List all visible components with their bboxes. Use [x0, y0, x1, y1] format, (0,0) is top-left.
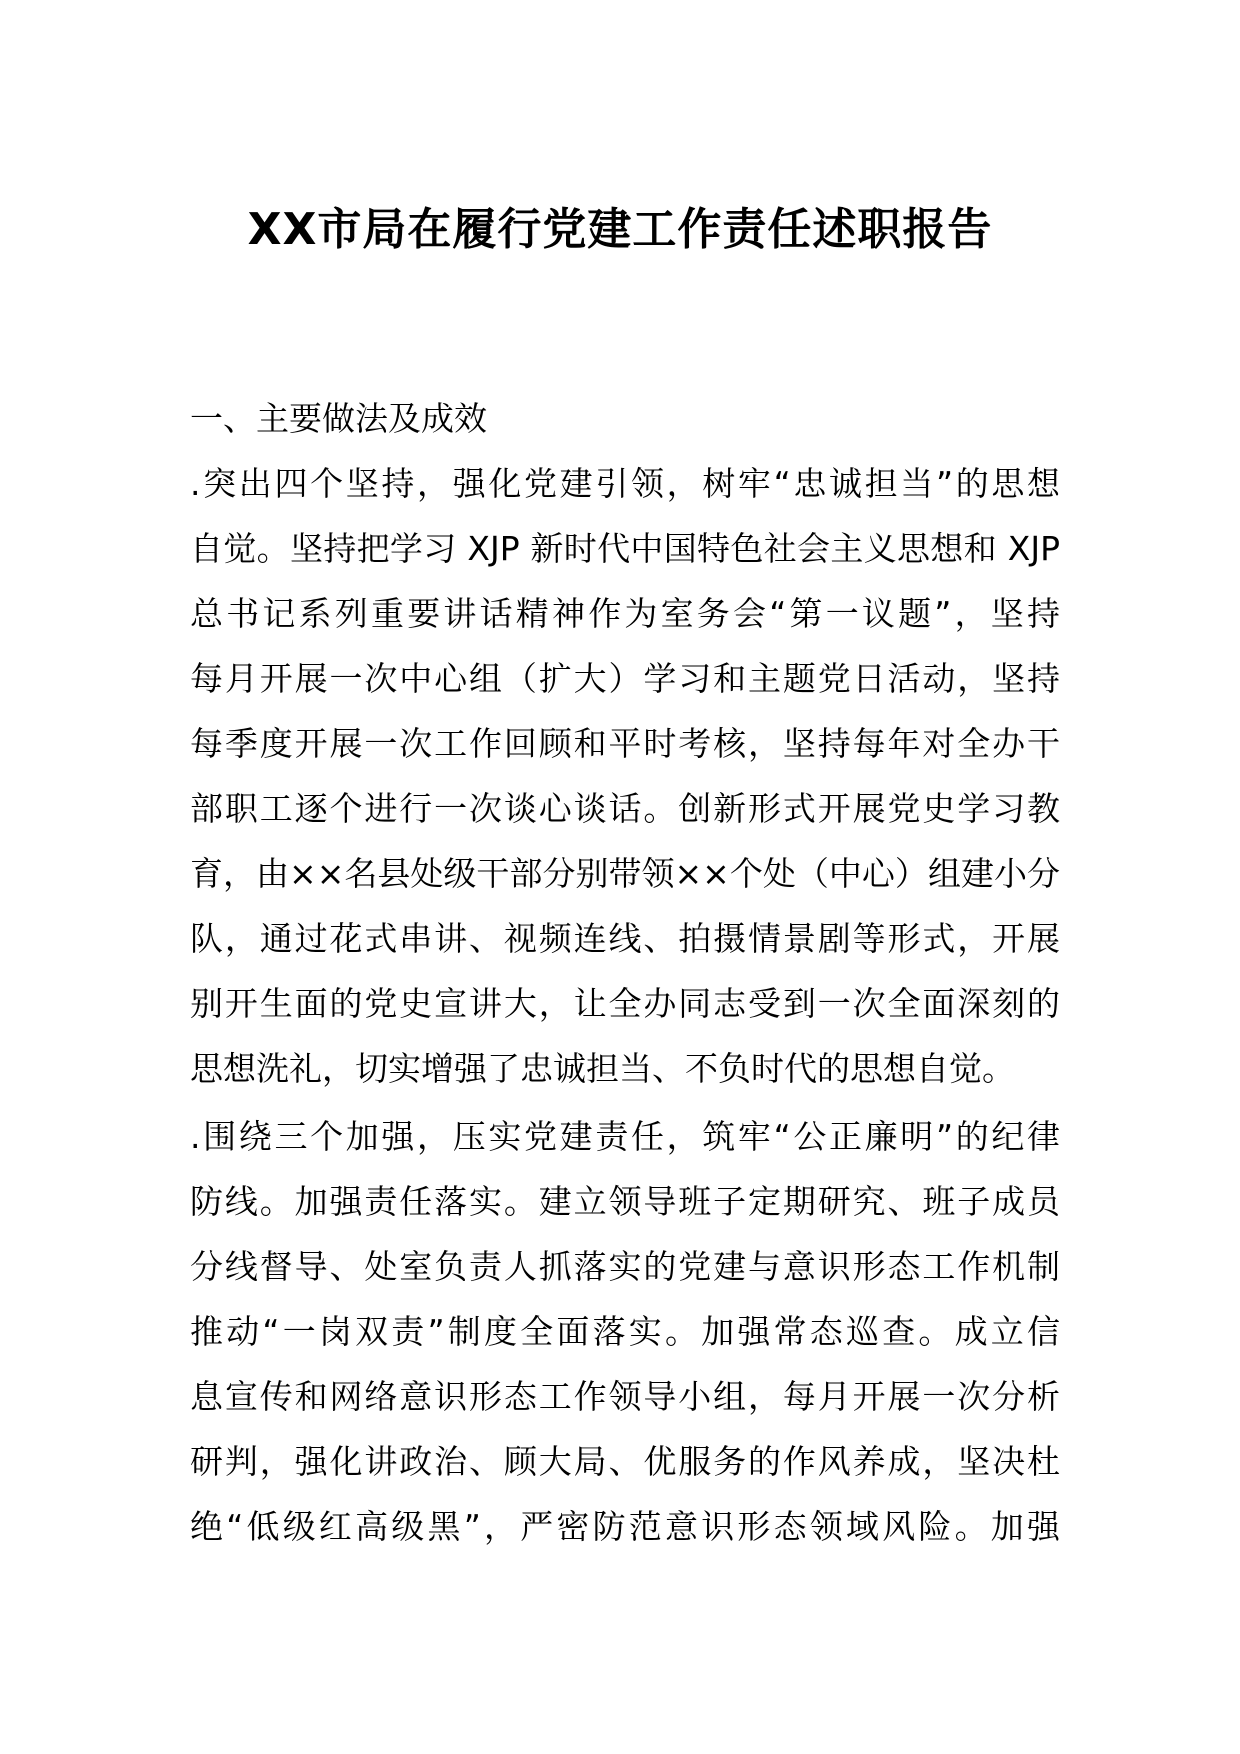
paragraph-line: 研判，强化讲政治、顾大局、优服务的作风养成，坚决杜 — [190, 1442, 1060, 1481]
section-heading — [190, 386, 1060, 451]
paragraph-line: 总书记系列重要讲话精神作为室务会“第一议题”，坚持 — [190, 594, 1060, 633]
paragraph-2 — [190, 1104, 1060, 1559]
paragraph-line: 推动“一岗双责”制度全面落实。加强常态巡查。成立信 — [190, 1312, 1060, 1351]
paragraph-line: 绝“低级红高级黑”，严密防范意识形态领域风险。加强 — [190, 1507, 1060, 1546]
paragraph-line: 每月开展一次中心组（扩大）学习和主题党日活动，坚持 — [190, 659, 1060, 698]
paragraph-line: 队，通过花式串讲、视频连线、拍摄情景剧等形式，开展 — [190, 919, 1060, 958]
paragraph-line: 每季度开展一次工作回顾和平时考核，坚持每年对全办干 — [190, 724, 1060, 763]
paragraph-1 — [190, 451, 1060, 1101]
paragraph-line: 部职工逐个进行一次谈心谈话。创新形式开展党史学习教 — [190, 789, 1060, 828]
paragraph-line: .突出四个坚持，强化党建引领，树牢“忠诚担当”的思想 — [190, 464, 1060, 503]
paragraph-line: 息宣传和网络意识形态工作领导小组，每月开展一次分析 — [190, 1377, 1060, 1416]
section-heading-text: 一、主要做法及成效 — [190, 399, 487, 438]
paragraph-line: 防线。加强责任落实。建立领导班子定期研究、班子成员 — [190, 1182, 1060, 1221]
document-title: XX市局在履行党建工作责任述职报告 — [247, 204, 993, 255]
paragraph-line: 育，由××名县处级干部分别带领××个处（中心）组建小分 — [190, 854, 1060, 893]
paragraph-line: .围绕三个加强，压实党建责任，筑牢“公正廉明”的纪律 — [190, 1117, 1060, 1156]
paragraph-line: 分线督导、处室负责人抓落实的党建与意识形态工作机制 — [190, 1247, 1060, 1286]
paragraph-line: 思想洗礼，切实增强了忠诚担当、不负时代的思想自觉。 — [190, 1049, 1015, 1088]
paragraph-line: 自觉。坚持把学习 XJP 新时代中国特色社会主义思想和 XJP — [190, 529, 1060, 568]
paragraph-line: 别开生面的党史宣讲大，让全办同志受到一次全面深刻的 — [190, 984, 1060, 1023]
